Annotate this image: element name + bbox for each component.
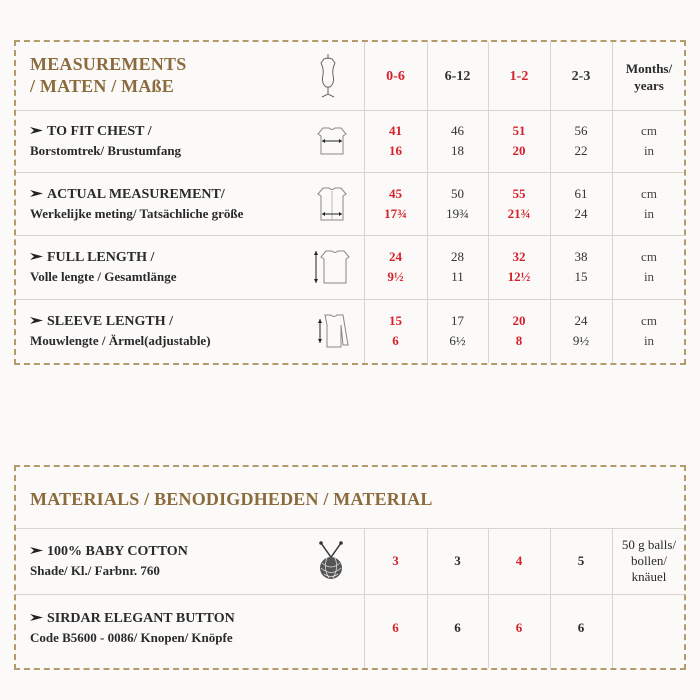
value-in: 8: [515, 333, 523, 348]
arrow-icon: [30, 185, 44, 204]
value-in: 12½: [507, 269, 531, 284]
unit-cm: cm: [641, 249, 657, 264]
arrow-icon: [30, 122, 44, 141]
value-in: 6: [392, 333, 399, 348]
arrow-icon: [30, 312, 44, 331]
row-subtitle: Werkelijke meting/ Tatsächliche größe: [30, 205, 244, 221]
garment-sleeve-length-icon: [308, 299, 356, 363]
material-row-cotton-label: [30, 528, 188, 594]
value-cell-sleeve-6-12: [427, 299, 488, 363]
value-in: 6½: [449, 333, 466, 348]
value-cm: 56: [574, 123, 588, 138]
value-cm: 46: [451, 123, 464, 138]
value-cm: 17: [451, 313, 464, 328]
unit-cm: cm: [641, 123, 657, 138]
value-in: 11: [451, 269, 464, 284]
value-cell-chest-1-2: [488, 110, 550, 172]
value-in: 22: [574, 143, 588, 158]
row-title: TO FIT CHEST /: [47, 124, 152, 139]
row-subtitle: Borstomtrek/ Brustumfang: [30, 143, 182, 158]
yarn-ball-icon: [310, 528, 352, 594]
arrow-icon: [30, 248, 44, 267]
materials-title: MATERIALS / BENODIGDHEDEN / MATERIAL: [30, 489, 433, 509]
value-cell-actual-1-2: [488, 172, 550, 235]
unit-line: 50 g balls/: [621, 537, 677, 552]
material-cotton-value-2-3: 5: [577, 553, 585, 568]
row-title: FULL LENGTH /: [47, 250, 155, 265]
value-cell-length-2-3: [550, 235, 612, 299]
row-title: ACTUAL MEASUREMENT/: [47, 186, 225, 202]
value-in: 21¾: [507, 205, 531, 221]
unit-cm: cm: [641, 185, 657, 201]
value-in: 15: [574, 269, 588, 284]
value-cm: 24: [389, 249, 402, 264]
measurements-title: [30, 50, 186, 100]
size-header-0-6: 0-6: [386, 69, 405, 84]
garment-full-length-icon: [308, 235, 356, 299]
unit-cell-sleeve: [612, 299, 686, 363]
material-row-button-label: [30, 594, 235, 662]
value-cm: 51: [512, 123, 526, 138]
unit-cell-length: [612, 235, 686, 299]
value-in: 18: [451, 143, 464, 158]
value-in: 16: [389, 143, 402, 158]
value-cell-chest-0-6: [364, 110, 427, 172]
value-cm: 38: [574, 249, 588, 264]
value-cm: 32: [512, 249, 526, 264]
material-cotton-value-0-6: 3: [392, 553, 399, 568]
value-in: 17¾: [384, 205, 407, 221]
value-cell-length-1-2: [488, 235, 550, 299]
dress-form-icon: [308, 50, 348, 102]
value-in: 9½: [572, 333, 590, 348]
row-title: SLEEVE LENGTH /: [47, 314, 174, 329]
unit-in: in: [643, 205, 655, 221]
unit-line: bollen/: [630, 553, 668, 568]
value-cell-actual-2-3: [550, 172, 612, 235]
material-button-value-0-6: 6: [392, 620, 399, 635]
size-header-2-3: 2-3: [571, 69, 591, 84]
measurements-table: [14, 40, 686, 365]
value-cell-length-0-6: [364, 235, 427, 299]
material-button-value-2-3: 6: [577, 620, 585, 635]
value-in: 9½: [387, 269, 404, 284]
value-cm: 45: [389, 185, 402, 201]
material-shade: Shade/ Kl./ Farbnr. 760: [30, 563, 160, 578]
row-label-actual: [30, 172, 243, 235]
material-cotton-value-1-2: 4: [515, 553, 523, 568]
value-cm: 61: [574, 185, 588, 201]
arrow-icon: [30, 542, 44, 561]
value-cm: 50: [451, 185, 464, 201]
material-button-value-6-12: 6: [454, 620, 461, 635]
value-cell-actual-6-12: [427, 172, 488, 235]
materials-table: [14, 465, 686, 670]
arrow-icon: [30, 609, 44, 628]
value-cell-length-6-12: [427, 235, 488, 299]
material-name: 100% BABY COTTON: [47, 544, 188, 559]
value-cm: 55: [512, 185, 526, 201]
unit-in: in: [643, 143, 655, 158]
value-cell-actual-0-6: [364, 172, 427, 235]
value-cm: 15: [389, 313, 402, 328]
garment-actual-measurement-icon: [308, 172, 356, 235]
size-header-1-2: 1-2: [509, 69, 529, 84]
row-label-length: [30, 235, 176, 299]
value-cm: 20: [512, 313, 526, 328]
unit-cm: cm: [641, 313, 657, 328]
value-in: 19¾: [446, 205, 469, 221]
measurements-title-line1: MEASUREMENTS: [30, 54, 187, 74]
value-cm: 24: [574, 313, 588, 328]
unit-line: knäuel: [631, 569, 667, 584]
unit-cell-chest: [612, 110, 686, 172]
measurements-title-line2: / MATEN / MAßE: [30, 76, 174, 96]
material-code: Code B5600 - 0086/ Knopen/ Knöpfe: [30, 630, 233, 645]
size-header-6-12: 6-12: [444, 69, 471, 84]
value-cell-chest-2-3: [550, 110, 612, 172]
value-cell-sleeve-1-2: [488, 299, 550, 363]
row-subtitle: Mouwlengte / Ärmel(adjustable): [30, 333, 211, 348]
material-button-value-1-2: 6: [515, 620, 523, 635]
units-header: Months/ years: [625, 61, 673, 93]
material-cotton-value-6-12: 3: [454, 553, 461, 568]
material-cotton-unit: [612, 528, 686, 594]
material-name: SIRDAR ELEGANT BUTTON: [47, 611, 235, 626]
value-cm: 28: [451, 249, 464, 264]
row-subtitle: Volle lengte / Gesamtlänge: [30, 269, 177, 284]
value-cell-chest-6-12: [427, 110, 488, 172]
value-in: 24: [574, 205, 588, 221]
value-cm: 41: [389, 123, 402, 138]
unit-in: in: [643, 333, 655, 348]
row-label-chest: [30, 110, 181, 172]
unit-cell-actual: [612, 172, 686, 235]
value-cell-sleeve-2-3: [550, 299, 612, 363]
value-cell-sleeve-0-6: [364, 299, 427, 363]
row-label-sleeve: [30, 299, 211, 363]
garment-chest-width-icon: [308, 110, 356, 172]
unit-in: in: [643, 269, 655, 284]
value-in: 20: [512, 143, 526, 158]
